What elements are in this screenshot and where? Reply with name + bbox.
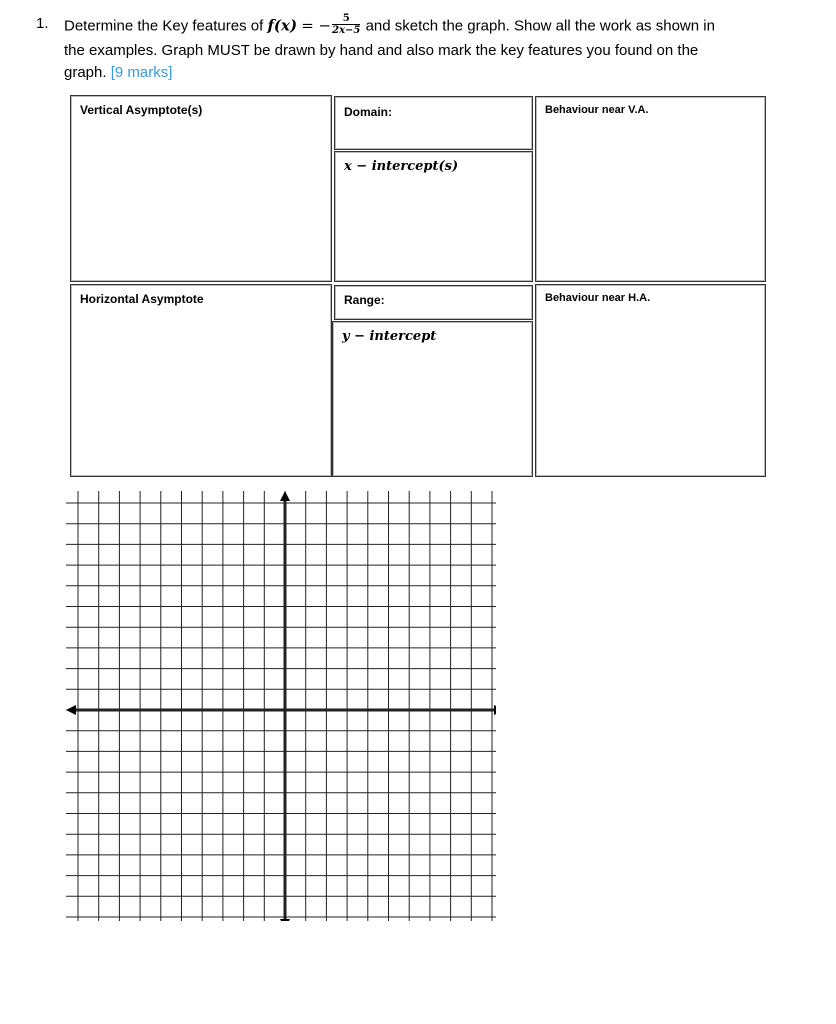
question-line-1 bbox=[64, 15, 715, 38]
behaviour-va-label: Behaviour near V.A. bbox=[545, 104, 649, 116]
range-label: Range: bbox=[344, 293, 385, 307]
question-number: 1. bbox=[36, 15, 49, 32]
y-intercept-box[interactable] bbox=[332, 321, 533, 477]
axes bbox=[66, 491, 496, 921]
question-line-3-text: graph. bbox=[64, 64, 107, 81]
behaviour-ha-box[interactable] bbox=[535, 284, 766, 477]
x-axis-left-arrow-icon bbox=[66, 705, 76, 715]
horizontal-asymptote-label: Horizontal Asymptote bbox=[80, 292, 204, 306]
domain-label: Domain: bbox=[344, 105, 392, 119]
behaviour-ha-label: Behaviour near H.A. bbox=[545, 292, 651, 304]
vertical-asymptote-label: Vertical Asymptote(s) bbox=[80, 103, 203, 117]
question-line-2: the examples. Graph MUST be drawn by hand and also mark the key features you found on the bbox=[64, 42, 699, 59]
function-name: f(x) bbox=[267, 16, 298, 35]
y-axis-down-arrow-icon bbox=[280, 919, 290, 921]
marks-label: [9 marks] bbox=[110, 64, 173, 81]
coordinate-grid[interactable] bbox=[66, 491, 496, 921]
question-intro: Determine the Key features of bbox=[64, 17, 264, 35]
question-line-1-rest: and sketch the graph. Show all the work as shown in bbox=[365, 17, 715, 35]
fraction-denominator: 2x−5 bbox=[332, 25, 361, 36]
y-axis-up-arrow-icon bbox=[280, 491, 290, 501]
fraction-numerator: 5 bbox=[332, 13, 360, 25]
x-intercepts-box[interactable] bbox=[334, 151, 533, 282]
x-intercepts-label: x − intercept(s) bbox=[344, 159, 459, 174]
grid-lines bbox=[66, 491, 496, 921]
horizontal-asymptote-box[interactable] bbox=[70, 284, 332, 477]
behaviour-va-box[interactable] bbox=[535, 96, 766, 282]
domain-box[interactable] bbox=[334, 96, 533, 150]
y-intercept-label: y − intercept bbox=[342, 329, 437, 344]
function-equals: = − bbox=[301, 16, 332, 35]
question-line-3 bbox=[64, 63, 172, 83]
x-axis-right-arrow-icon bbox=[494, 705, 496, 715]
range-box[interactable] bbox=[334, 285, 533, 320]
function-fraction bbox=[332, 13, 360, 36]
vertical-asymptote-box[interactable] bbox=[70, 95, 332, 282]
